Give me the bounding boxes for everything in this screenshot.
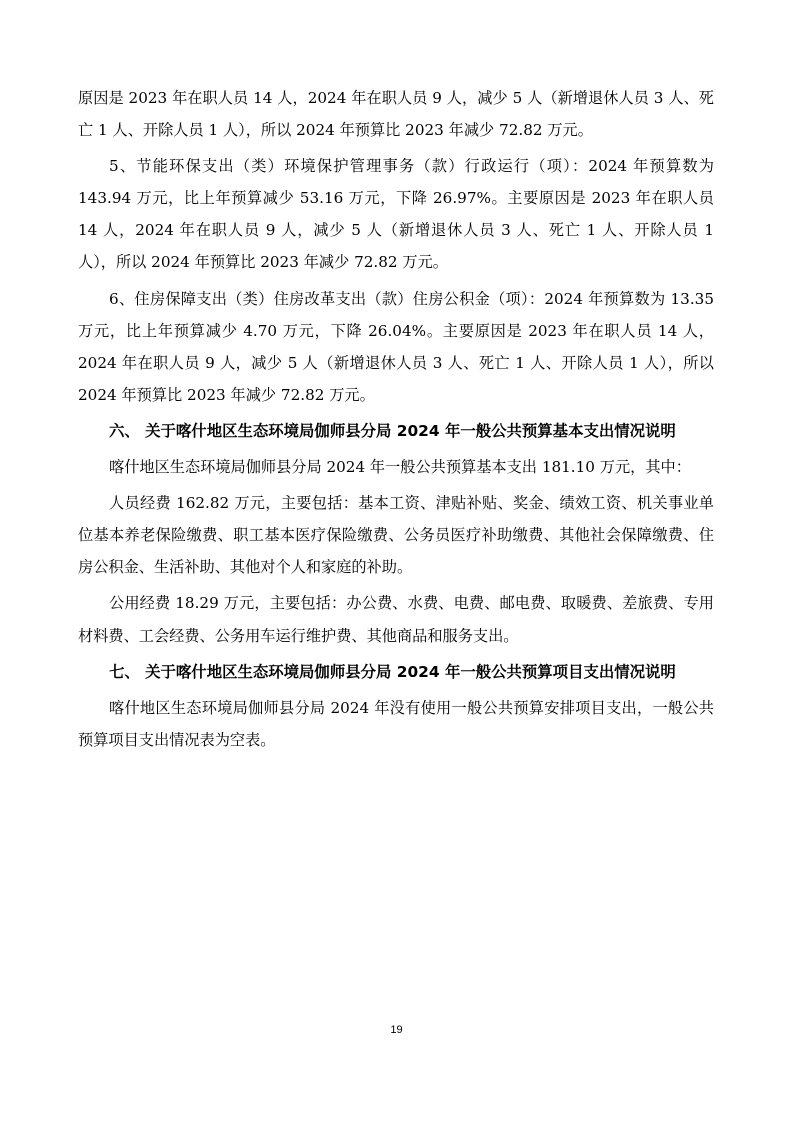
document-body — [78, 82, 714, 756]
paragraph-public-expenses: 公用经费 18.29 万元，主要包括：办公费、水费、电费、邮电费、取暖费、差旅费、专用材料费、工会经费、公务用车运行维护费、其他商品和服务支出。 — [78, 594, 714, 645]
paragraph-personnel-expenses: 人员经费 162.82 万元，主要包括：基本工资、津贴补贴、奖金、绩效工资、机关事业单位基本养老保险缴费、职工基本医疗保险缴费、公务员医疗补助缴费、其他社会保障缴费、住房公积金、生活补助、其他对个人和家庭的补助。 — [78, 494, 714, 577]
paragraph-reason-continued: 原因是 2023 年在职人员 14 人，2024 年在职人员 9 人，减少 5 人（新增退休人员 3 人、死亡 1 人、开除人员 1 人），所以 2024 年预算比 2023 年减少 72.82 万元。 — [78, 89, 714, 140]
paragraph-project-expenditure: 喀什地区生态环境局伽师县分局 2024 年没有使用一般公共预算安排项目支出，一般公共预算项目支出情况表为空表。 — [78, 698, 714, 749]
paragraph-item-5-environmental: 5、节能环保支出（类）环境保护管理事务（款）行政运行（项）：2024 年预算数为 143.94 万元，比上年预算减少 53.16 万元，下降 26.97%。主要原因是 2023 年在职人员 14 人，2024 年在职人员 9 人，减少 5 人（新增退休人员 3 人、死亡 1 人、开除人员 1 人），所以 2024 年预算比 2023 年减少 72.82 万元。 — [78, 157, 714, 272]
section-heading-six: 六、 关于喀什地区生态环境局伽师县分局 2024 年一般公共预算基本支出情况说明 — [109, 421, 676, 440]
paragraph-basic-expenditure: 喀什地区生态环境局伽师县分局 2024 年一般公共预算基本支出 181.10 万元，其中： — [109, 458, 691, 477]
section-heading-seven: 七、 关于喀什地区生态环境局伽师县分局 2024 年一般公共预算项目支出情况说明 — [109, 662, 676, 681]
paragraph-item-6-housing: 6、住房保障支出（类）住房改革支出（款）住房公积金（项）：2024 年预算数为 13.35 万元，比上年预算减少 4.70 万元，下降 26.04%。主要原因是 2023 年在职人员 14 人，2024 年在职人员 9 人，减少 5 人（新增退休人员 3 人、死亡 1 人、开除人员 1 人），所以 2024 年预算比 2023 年减少 72.82 万元。 — [78, 289, 714, 404]
page-number: 19 — [390, 1024, 403, 1036]
